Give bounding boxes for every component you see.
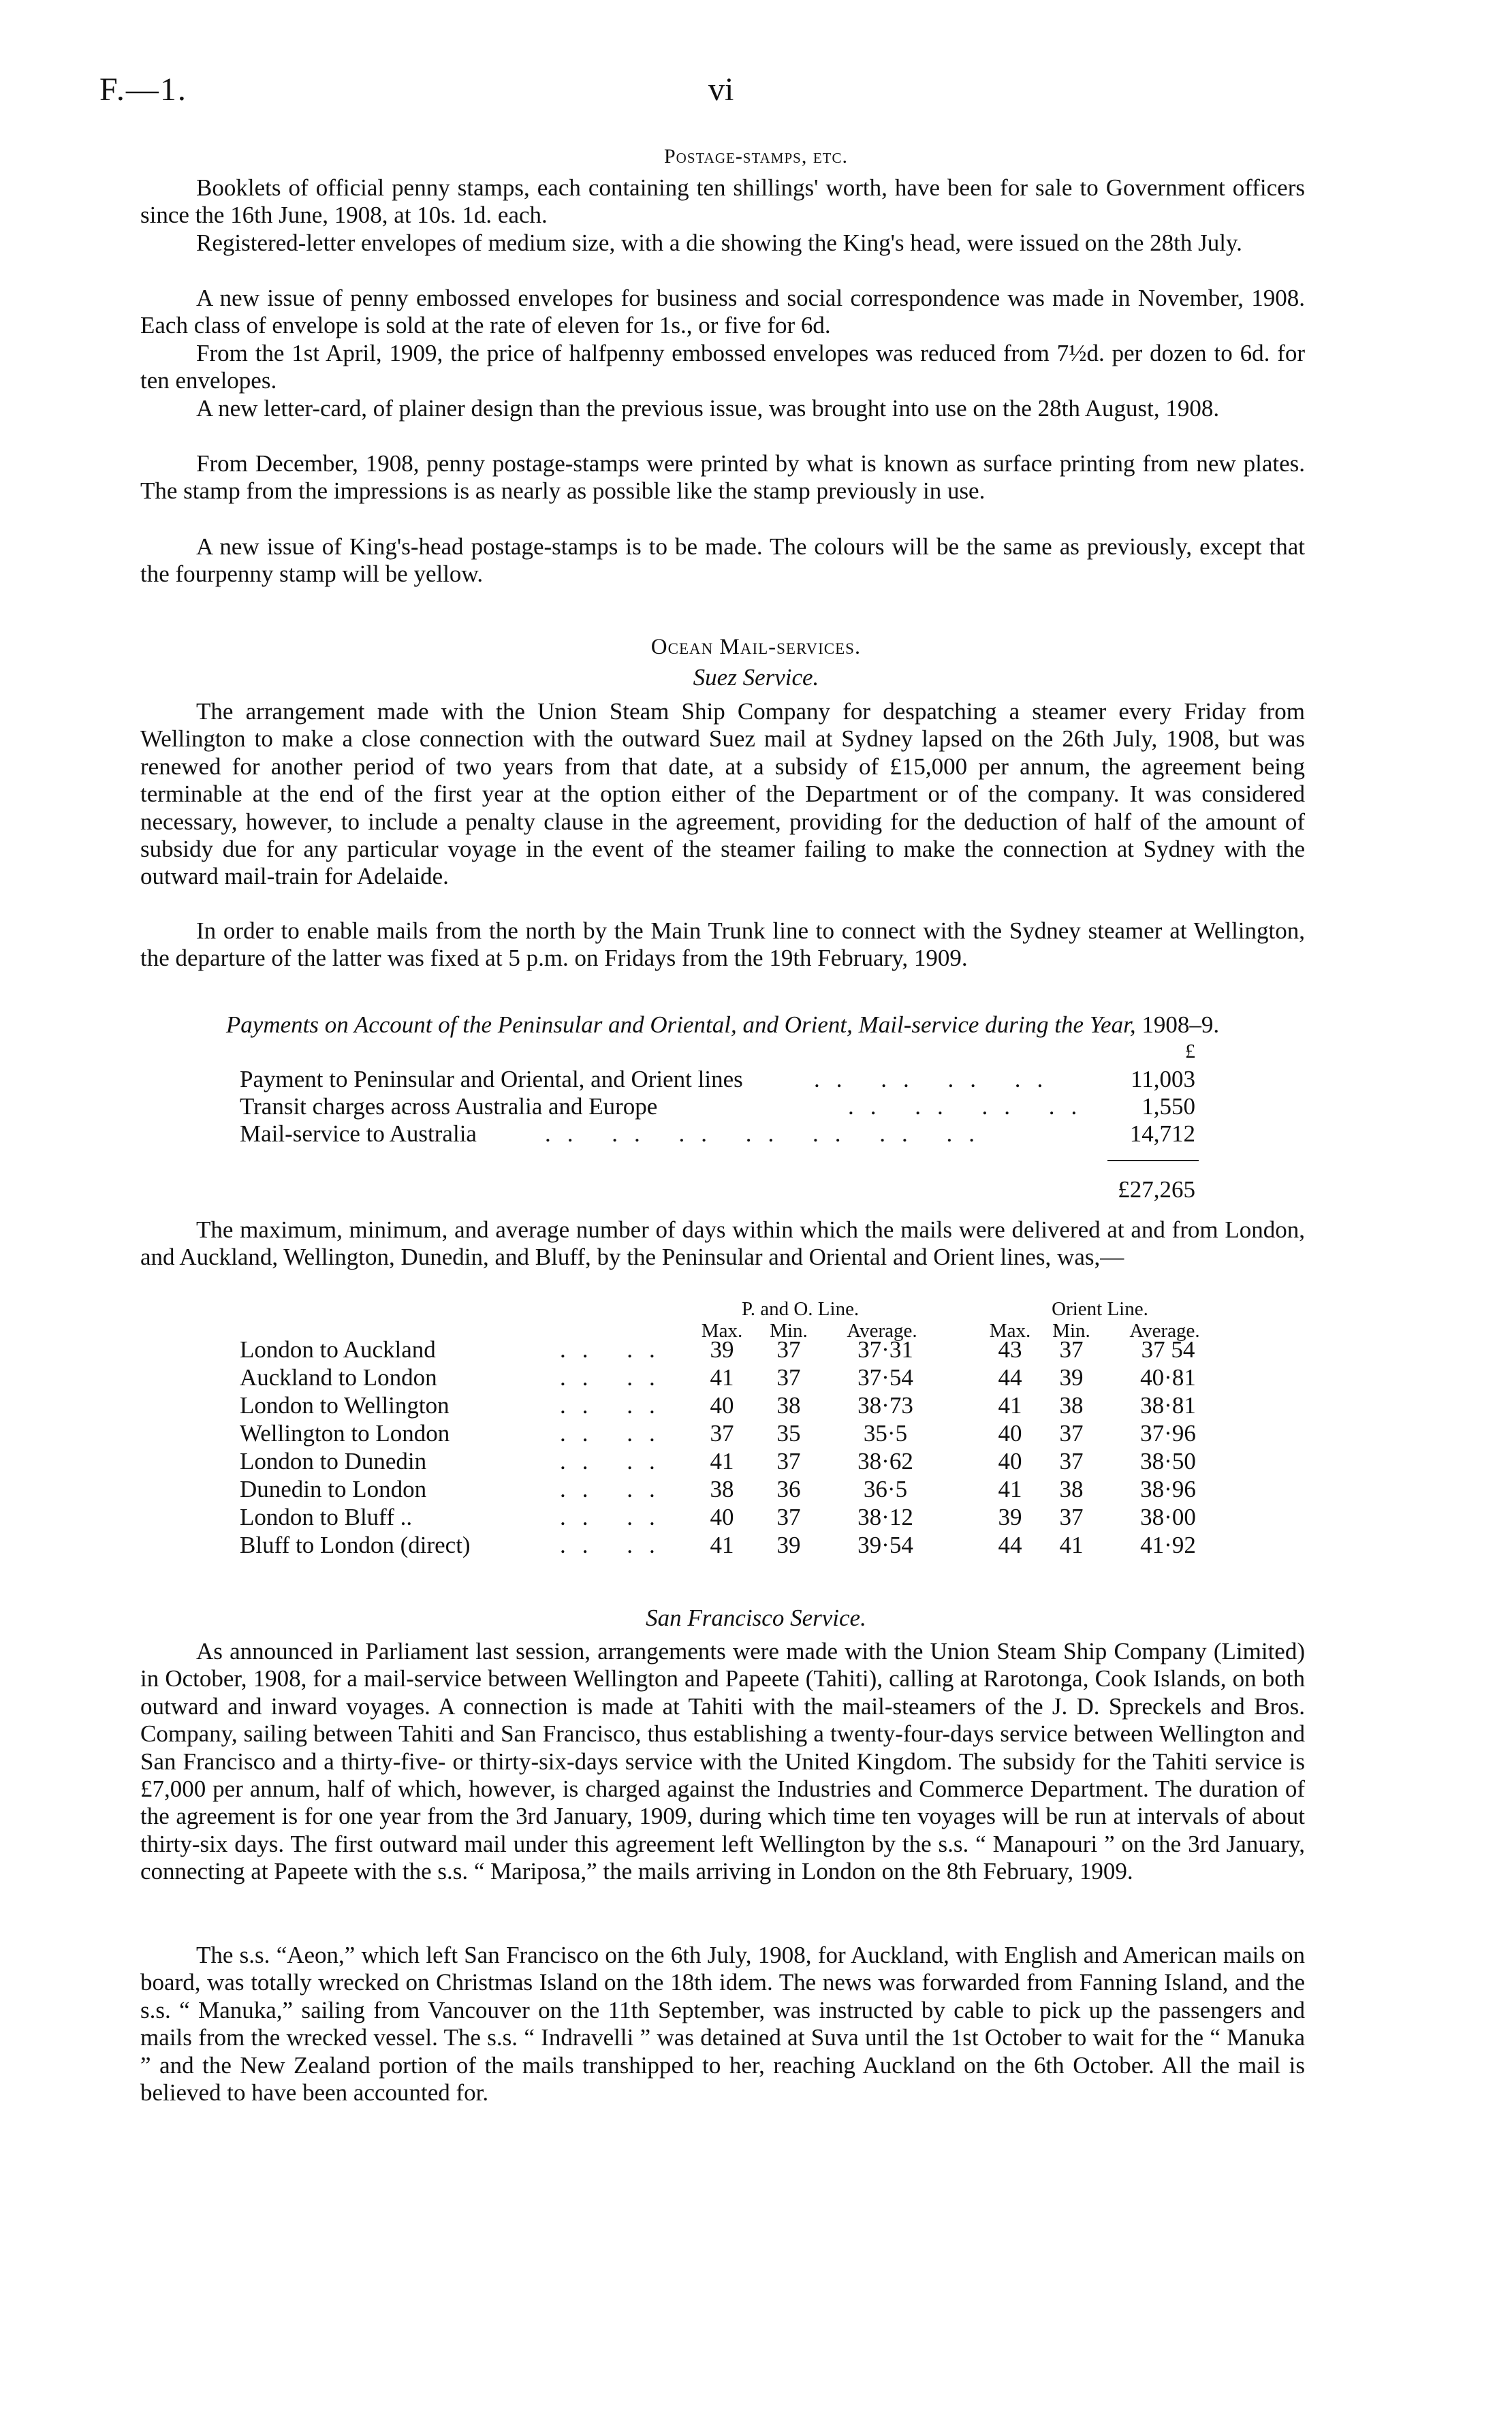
orient-min-cell: 37 [1059,1504,1084,1530]
orient-max-cell: 44 [998,1532,1022,1558]
ocean-heading: Ocean Mail-services. [650,635,862,659]
po-average-cell: 38·12 [857,1504,913,1530]
orient-min-cell: 39 [1059,1364,1084,1391]
suez-paragraph-1: The arrangement made with the Union Steam Ship Company for despatching a steamer every Friday from Wellington to make a close connection with the outward Suez mail at Sydney lapsed on the 26th July, 1908, but was renewed for another period of two years from that date, at a subsidy of £15,000 per annum, the agreement being terminable at the end of the first year at the option either of the Department or of the company. It was considered necessary, however, to include a penalty clause in the agreement, providing for the deduction of half of the amount of subsidy due for any particular voyage in the event of the steamer failing to make the connection at Sydney with the outward mail-train for Adelaide. [140,698,1305,890]
orient-min-cell: 37 [1059,1336,1084,1363]
payments-year: 1908–9. [1141,1011,1220,1038]
orient-max-header: Max. [989,1320,1031,1342]
payment-row-label: Payment to Peninsular and Oriental, and Orient lines [240,1066,743,1092]
po-line-header: P. and O. Line. [741,1298,860,1320]
po-min-cell: 37 [776,1364,801,1391]
suez-subheading: Suez Service. [693,664,819,691]
document-code: F.—1. [99,72,187,108]
orient-average-cell: 38·96 [1140,1476,1196,1502]
orient-average-cell: 37 54 [1141,1336,1195,1363]
orient-min-cell: 37 [1059,1448,1084,1474]
orient-average-cell: 38·81 [1140,1392,1196,1419]
orient-line-header: Orient Line. [1052,1298,1148,1320]
po-max-cell: 40 [710,1504,734,1530]
orient-min-cell: 37 [1059,1420,1084,1447]
po-min-cell: 35 [776,1420,801,1447]
postage-paragraph-5: A new letter-card, of plainer design than the previous issue, was brought into use on the 28th August, 1908. [196,395,1220,422]
po-average-header: Average. [847,1320,917,1342]
orient-min-header: Min. [1052,1320,1090,1342]
route-label: Auckland to London [240,1364,437,1391]
route-label: London to Dunedin [240,1448,427,1474]
dot-leader: .. .. [560,1364,672,1391]
dot-leader: .. .. .. .. .. .. .. [545,1120,991,1147]
po-max-header: Max. [701,1320,743,1342]
postage-paragraph-6: From December, 1908, penny postage-stamps were printed by what is known as surface printing from new plates. The stamp from the impressions is as nearly as possible like the stamp previously in use. [140,450,1305,505]
postage-paragraph-7: A new issue of King's-head postage-stamps is to be made. The colours will be the same as previously, except that the fourpenny stamp will be yellow. [140,533,1305,588]
route-label: London to Wellington [240,1392,450,1419]
sanfrancisco-paragraph-2: The s.s. “Aeon,” which left San Francisco on the 6th July, 1908, for Auckland, with English and American mails on board, was totally wrecked on Christmas Island on the 18th idem. The news was forwarded from Fanning Island, and the s.s. “ Manuka,” sailing from Vancouver on the 11th September, was instructed by cable to pick up the passengers and mails from the wrecked vessel. The s.s. “ Indravelli ” was detained at Suva until the 1st October to wait for the “ Manuka ” and the New Zealand portion of the mails transhipped to her, reaching Auckland on the 6th October. All the mail is believed to have been accounted for. [140,1942,1305,2107]
postage-heading: Postage-stamps, etc. [663,145,848,168]
po-max-cell: 38 [710,1476,734,1502]
po-max-cell: 41 [710,1532,734,1558]
dot-leader: .. .. .. .. [814,1066,1060,1092]
orient-average-cell: 38·50 [1140,1448,1196,1474]
suez-paragraph-2: In order to enable mails from the north by the Main Trunk line to connect with the Sydney steamer at Wellington, the departure of the latter was fixed at 5 p.m. on Fridays from the 19th February, 1909. [140,917,1305,972]
dot-leader: .. .. [560,1420,672,1447]
dot-leader: .. .. [560,1392,672,1419]
orient-average-cell: 38·00 [1140,1504,1196,1530]
payment-row-label: Mail-service to Australia [240,1120,477,1147]
dot-leader: .. .. [560,1504,672,1530]
po-min-cell: 37 [776,1448,801,1474]
payments-title-text: Payments on Account of the Peninsular and Oriental, and Orient, Mail-service during the Year, [225,1011,1136,1038]
po-max-cell: 40 [710,1392,734,1419]
sanfrancisco-paragraph-1: As announced in Parliament last session, arrangements were made with the Union Steam Ship Company (Limited) in October, 1908, for a mail-service between Wellington and Papeete (Tahiti), calling at Rarotonga, Cook Islands, on both outward and inward voyages. A connection is made at Tahiti with the mail-steamers of the J. D. Spreckels and Bros. Company, sailing between Tahiti and San Francisco, thus establishing a twenty-four-days service between Wellington and San Francisco and a thirty-five- or thirty-six-days service with the United Kingdom. The subsidy for the Tahiti service is £7,000 per annum, half of which, however, is charged against the Industries and Commerce Department. The duration of the agreement is for one year from the 3rd January, 1909, during which time ten voyages will be run at intervals of about thirty-six days. The first outward mail under this agreement left Wellington by the s.s. “ Manapouri ” on the 3rd January, connecting at Papeete with the s.s. “ Mariposa,” the mails arriving in London on the 8th February, 1909. [140,1638,1305,1885]
po-min-cell: 36 [776,1476,801,1502]
payment-row-label: Transit charges across Australia and Europe [240,1093,658,1120]
payment-row-amount: 14,712 [1129,1120,1195,1147]
orient-max-cell: 41 [998,1392,1022,1419]
route-label: Dunedin to London [240,1476,427,1502]
total-rule [1107,1160,1199,1161]
currency-symbol: £ [1185,1040,1195,1062]
orient-max-cell: 39 [998,1504,1022,1530]
dot-leader: .. .. [560,1532,672,1558]
dot-leader: .. .. .. .. [848,1093,1094,1120]
po-average-cell: 35·5 [863,1420,908,1447]
dot-leader: .. .. [560,1448,672,1474]
dot-leader: .. .. [560,1336,672,1363]
sanfrancisco-subheading: San Francisco Service. [646,1605,866,1631]
route-label: London to Auckland [240,1336,436,1363]
po-min-cell: 39 [776,1532,801,1558]
orient-min-cell: 38 [1059,1392,1084,1419]
po-min-cell: 38 [776,1392,801,1419]
orient-max-cell: 41 [998,1476,1022,1502]
payments-total: £27,265 [1118,1176,1195,1203]
postage-paragraph-3: A new issue of penny embossed envelopes for business and social correspondence was made in November, 1908. Each class of envelope is sold at the rate of eleven for 1s., or five for 6d. [140,285,1305,339]
po-average-cell: 36·5 [863,1476,908,1502]
postage-paragraph-4: From the 1st April, 1909, the price of halfpenny embossed envelopes was reduced from 7½d. per dozen to 6d. for ten envelopes. [140,340,1305,394]
page-number: vi [708,72,734,108]
po-average-cell: 37·31 [857,1336,913,1363]
orient-min-cell: 41 [1059,1532,1084,1558]
orient-average-cell: 37·96 [1140,1420,1196,1447]
po-max-cell: 41 [710,1448,734,1474]
route-label: London to Bluff .. [240,1504,413,1530]
orient-max-cell: 44 [998,1364,1022,1391]
orient-max-cell: 43 [998,1336,1022,1363]
orient-average-header: Average. [1129,1320,1200,1342]
orient-min-cell: 38 [1059,1476,1084,1502]
route-label: Wellington to London [240,1420,450,1447]
po-max-cell: 39 [710,1336,734,1363]
orient-average-cell: 40·81 [1140,1364,1196,1391]
dot-leader: .. .. [560,1476,672,1502]
orient-max-cell: 40 [998,1448,1022,1474]
po-average-cell: 37·54 [857,1364,913,1391]
postage-paragraph-2: Registered-letter envelopes of medium size, with a die showing the King's head, were issued on the 28th July. [196,230,1242,256]
payment-row-amount: 11,003 [1131,1066,1195,1092]
orient-max-cell: 40 [998,1420,1022,1447]
po-max-cell: 37 [710,1420,734,1447]
route-label: Bluff to London (direct) [240,1532,471,1558]
payments-title [140,1011,1305,1039]
po-average-cell: 39·54 [857,1532,913,1558]
postage-paragraph-1: Booklets of official penny stamps, each containing ten shillings' worth, have been for sale to Government officers since the 16th June, 1908, at 10s. 1d. each. [140,174,1305,229]
days-intro-paragraph: The maximum, minimum, and average number of days within which the mails were delivered at and from London, and Auckland, Wellington, Dunedin, and Bluff, by the Peninsular and Oriental and Orient lines, was,— [140,1216,1305,1271]
po-average-cell: 38·62 [857,1448,913,1474]
orient-average-cell: 41·92 [1140,1532,1196,1558]
po-max-cell: 41 [710,1364,734,1391]
po-average-cell: 38·73 [857,1392,913,1419]
po-min-cell: 37 [776,1504,801,1530]
payment-row-amount: 1,550 [1141,1093,1195,1120]
po-min-cell: 37 [776,1336,801,1363]
po-min-header: Min. [770,1320,808,1342]
